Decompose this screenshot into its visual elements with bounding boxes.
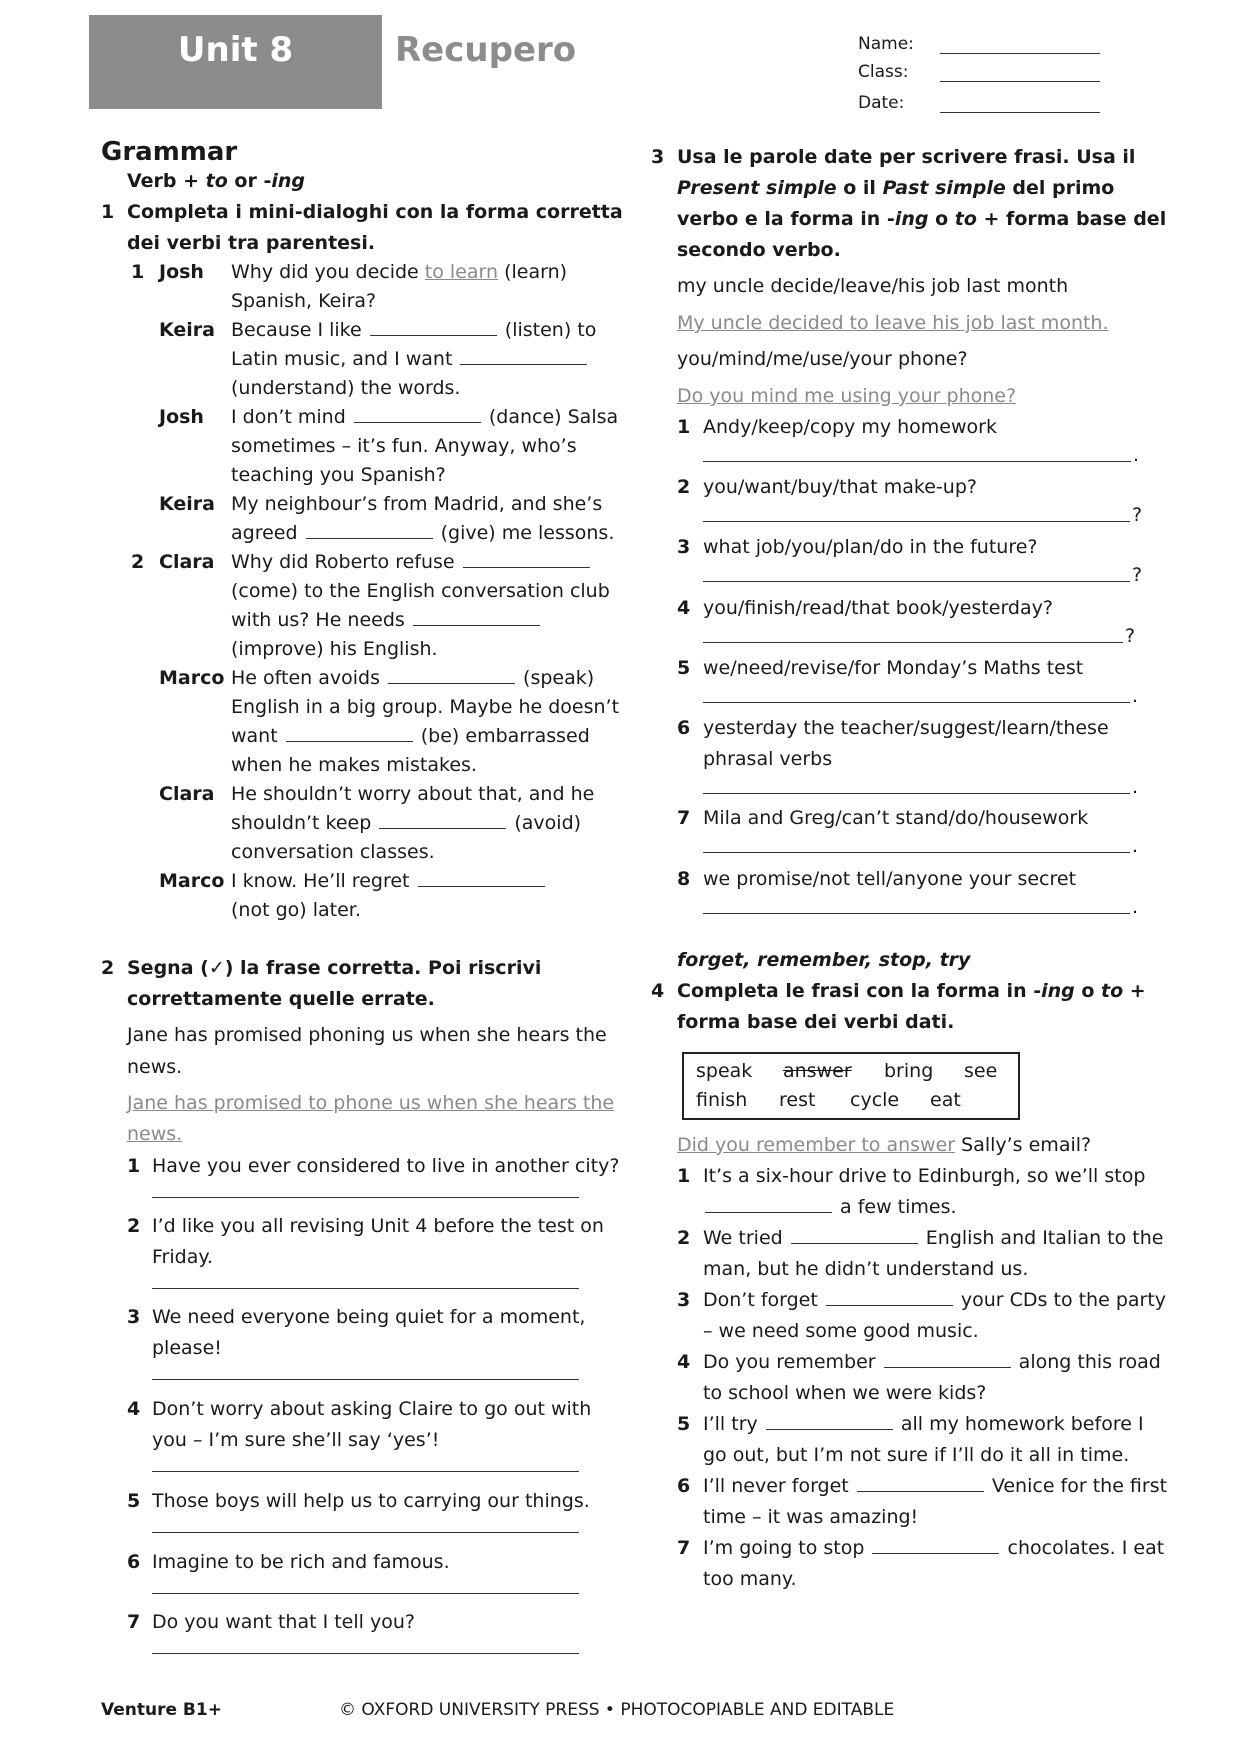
sentence-end: ? bbox=[1125, 625, 1136, 647]
speaker-keira: Keira bbox=[159, 493, 215, 515]
item-text: It’s a six-hour drive to Edinburgh, so we’ll stop bbox=[703, 1165, 1146, 1187]
answer-line[interactable] bbox=[152, 1653, 579, 1654]
answer-line[interactable] bbox=[152, 1288, 579, 1289]
item-number: 6 bbox=[677, 717, 691, 739]
item-text: go out, but I’m not sure if I’ll do it all in time. bbox=[703, 1444, 1130, 1466]
item-sentence: Don’t worry about asking Claire to go out with bbox=[152, 1398, 592, 1420]
answer-blank[interactable] bbox=[354, 406, 481, 423]
answer-line[interactable] bbox=[152, 1197, 579, 1198]
name-label: Name: bbox=[858, 34, 914, 54]
example-sentence: Did you remember to answer Sally’s email? bbox=[677, 1134, 1092, 1156]
item-number: 7 bbox=[127, 1611, 141, 1633]
speaker-marco: Marco bbox=[159, 667, 225, 689]
dialogue-line: shouldn’t keep (avoid) bbox=[231, 812, 582, 834]
item-prompt: yesterday the teacher/suggest/learn/these bbox=[703, 717, 1109, 739]
item-number: 2 bbox=[677, 476, 691, 498]
dialogue-line: I don’t mind (dance) Salsa bbox=[231, 406, 619, 428]
ex4-subheading: forget, remember, stop, try bbox=[677, 949, 971, 971]
speaker-keira: Keira bbox=[159, 319, 215, 341]
item-number: 7 bbox=[677, 1537, 691, 1559]
sentence-end: . bbox=[1132, 896, 1139, 918]
unit-title: Unit 8 bbox=[177, 30, 294, 70]
ex2-instruction: Segna (✓) la frase corretta. Poi riscrivi bbox=[127, 957, 542, 979]
item-text: We tried English and Italian to the bbox=[703, 1227, 1164, 1249]
answer-line[interactable] bbox=[152, 1532, 579, 1533]
sentence-end: ? bbox=[1132, 504, 1143, 526]
word: speak bbox=[696, 1060, 753, 1082]
ex3-instruction: Usa le parole date per scrivere frasi. Usa il bbox=[677, 146, 1136, 168]
item-sentence: Have you ever considered to live in another city? bbox=[152, 1155, 620, 1177]
item-text: a few times. bbox=[703, 1193, 957, 1222]
item-sentence: Those boys will help us to carrying our things. bbox=[152, 1490, 590, 1512]
answer-blank[interactable] bbox=[413, 609, 540, 626]
item-prompt: Andy/keep/copy my homework bbox=[703, 416, 997, 438]
answer-line[interactable] bbox=[703, 581, 1130, 582]
item-text: I’ll try all my homework before I bbox=[703, 1413, 1144, 1435]
example-answer: Do you mind me using your phone? bbox=[677, 385, 1017, 407]
item-text: I’m going to stop chocolates. I eat bbox=[703, 1537, 1165, 1559]
item-text: to school when we were kids? bbox=[703, 1382, 987, 1404]
answer-blank[interactable] bbox=[884, 1351, 1011, 1368]
item-sentence: Do you want that I tell you? bbox=[152, 1611, 415, 1633]
item-number: 3 bbox=[127, 1306, 141, 1328]
item-number: 8 bbox=[677, 868, 691, 890]
ex2-instruction-2: correttamente quelle errate. bbox=[127, 988, 435, 1010]
answer-blank[interactable] bbox=[460, 348, 587, 365]
dialogue-line: agreed (give) me lessons. bbox=[231, 522, 615, 544]
item-sentence: Friday. bbox=[152, 1246, 213, 1268]
item-prompt: we promise/not tell/anyone your secret bbox=[703, 868, 1077, 890]
ex4-instruction-2: forma base dei verbi dati. bbox=[677, 1011, 955, 1033]
speaker-josh: Josh bbox=[159, 261, 204, 283]
item-text: too many. bbox=[703, 1568, 797, 1590]
word: cycle bbox=[850, 1089, 900, 1111]
answer-blank[interactable] bbox=[463, 551, 590, 568]
ex3-instruction-2: Present simple o il Past simple del primo bbox=[677, 177, 1115, 199]
answer-blank[interactable] bbox=[857, 1475, 984, 1492]
example-sentence: Jane has promised phoning us when she hears the bbox=[127, 1024, 607, 1046]
item-prompt: phrasal verbs bbox=[703, 748, 833, 770]
class-field[interactable] bbox=[940, 81, 1100, 82]
item-number: 3 bbox=[677, 536, 691, 558]
answer-line[interactable] bbox=[703, 793, 1130, 794]
item-sentence: We need everyone being quiet for a moment, bbox=[152, 1306, 586, 1328]
ex3-instruction-3: verbo e la forma in -ing o to + forma base del bbox=[677, 208, 1167, 230]
item-number: 5 bbox=[677, 1413, 691, 1435]
item-prompt: Mila and Greg/can’t stand/do/housework bbox=[703, 807, 1089, 829]
speaker-marco: Marco bbox=[159, 870, 225, 892]
item-text: time – it was amazing! bbox=[703, 1506, 919, 1528]
dialogue-line: Spanish, Keira? bbox=[231, 290, 377, 312]
answer-line[interactable] bbox=[152, 1471, 579, 1472]
dialogue-line: (understand) the words. bbox=[231, 377, 461, 399]
answer-blank[interactable] bbox=[791, 1227, 918, 1244]
dialogue-line: when he makes mistakes. bbox=[231, 754, 477, 776]
example-answer: My uncle decided to leave his job last month. bbox=[677, 312, 1109, 334]
sentence-end: . bbox=[1132, 685, 1139, 707]
item-number: 1 bbox=[127, 1155, 141, 1177]
dialogue-line: Why did you decide to learn (learn) bbox=[231, 261, 568, 283]
answer-blank[interactable] bbox=[705, 1196, 832, 1213]
dialogue-number: 2 bbox=[131, 551, 145, 573]
dialogue-line: with us? He needs bbox=[231, 606, 542, 635]
section-title: Grammar bbox=[101, 137, 238, 167]
item-number: 5 bbox=[127, 1490, 141, 1512]
word-crossed: answer bbox=[783, 1060, 852, 1082]
item-number: 1 bbox=[677, 1165, 691, 1187]
worksheet-title: Recupero bbox=[395, 30, 577, 70]
answer-blank[interactable] bbox=[418, 870, 545, 887]
item-text: – we need some good music. bbox=[703, 1320, 979, 1342]
word: bring bbox=[884, 1060, 934, 1082]
dialogue-line: My neighbour’s from Madrid, and she’s bbox=[231, 493, 603, 515]
example-answer: news. bbox=[127, 1123, 183, 1145]
word: eat bbox=[930, 1089, 961, 1111]
name-field[interactable] bbox=[940, 53, 1100, 54]
item-sentence: Imagine to be rich and famous. bbox=[152, 1551, 450, 1573]
dialogue-line: (improve) his English. bbox=[231, 638, 438, 660]
item-text: Do you remember along this road bbox=[703, 1351, 1161, 1373]
answer-blank[interactable] bbox=[370, 319, 497, 336]
dialogue-line: conversation classes. bbox=[231, 841, 435, 863]
item-number: 2 bbox=[677, 1227, 691, 1249]
date-label: Date: bbox=[858, 93, 905, 113]
ex2-number: 2 bbox=[101, 957, 115, 979]
dialogue-line: I know. He’ll regret bbox=[231, 867, 547, 896]
sentence-end: . bbox=[1132, 835, 1139, 857]
speaker-clara: Clara bbox=[159, 783, 215, 805]
answer-line[interactable] bbox=[703, 642, 1123, 643]
item-number: 4 bbox=[127, 1398, 141, 1420]
answer-line[interactable] bbox=[152, 1593, 579, 1594]
subheading: Verb + to or -ing bbox=[127, 170, 305, 192]
item-prompt: what job/you/plan/do in the future? bbox=[703, 536, 1038, 558]
word: see bbox=[964, 1060, 998, 1082]
item-text: I’ll never forget Venice for the first bbox=[703, 1475, 1168, 1497]
ex1-instruction-2: dei verbi tra parentesi. bbox=[127, 232, 376, 254]
answer-line[interactable] bbox=[703, 521, 1130, 522]
example-prompt: my uncle decide/leave/his job last month bbox=[677, 275, 1069, 297]
answer-blank[interactable] bbox=[286, 725, 413, 742]
sentence-end: . bbox=[1132, 776, 1139, 798]
item-number: 7 bbox=[677, 807, 691, 829]
dialogue-line: Latin music, and I want bbox=[231, 345, 589, 374]
example-answer: Jane has promised to phone us when she hears the bbox=[127, 1092, 615, 1114]
dialogue-number: 1 bbox=[131, 261, 145, 283]
dialogue-line: He often avoids (speak) bbox=[231, 667, 595, 689]
copyright: © OXFORD UNIVERSITY PRESS • PHOTOCOPIABLE AND EDITABLE bbox=[339, 1700, 895, 1720]
answer-blank[interactable] bbox=[766, 1413, 893, 1430]
ex3-number: 3 bbox=[651, 146, 665, 168]
answer-line[interactable] bbox=[703, 461, 1131, 462]
date-field[interactable] bbox=[940, 112, 1100, 113]
answer-blank[interactable] bbox=[306, 522, 433, 539]
answer-blank[interactable] bbox=[379, 812, 506, 829]
item-number: 3 bbox=[677, 1289, 691, 1311]
item-text: man, but he didn’t understand us. bbox=[703, 1258, 1029, 1280]
answer-line[interactable] bbox=[703, 702, 1130, 703]
sentence-end: ? bbox=[1132, 564, 1143, 586]
ex4-number: 4 bbox=[651, 980, 665, 1002]
dialogue-line: teaching you Spanish? bbox=[231, 464, 446, 486]
dialogue-line: sometimes – it’s fun. Anyway, who’s bbox=[231, 435, 577, 457]
ex4-instruction: Completa le frasi con la forma in -ing o to + bbox=[677, 980, 1146, 1002]
answer-blank[interactable] bbox=[872, 1537, 999, 1554]
item-number: 5 bbox=[677, 657, 691, 679]
item-text: Don’t forget your CDs to the party bbox=[703, 1289, 1167, 1311]
word: rest bbox=[779, 1089, 816, 1111]
dialogue-line: (come) to the English conversation club bbox=[231, 580, 610, 602]
book-title: Venture B1+ bbox=[101, 1700, 222, 1720]
item-sentence: you – I’m sure she’ll say ‘yes’! bbox=[152, 1429, 440, 1451]
speaker-josh: Josh bbox=[159, 406, 204, 428]
example-prompt: you/mind/me/use/your phone? bbox=[677, 348, 968, 370]
ex1-instruction: Completa i mini-dialoghi con la forma corretta bbox=[127, 201, 623, 223]
answer-blank[interactable] bbox=[388, 667, 515, 684]
answer-line[interactable] bbox=[152, 1379, 579, 1380]
item-sentence: please! bbox=[152, 1337, 222, 1359]
dialogue-line: He shouldn’t worry about that, and he bbox=[231, 783, 595, 805]
ex3-instruction-4: secondo verbo. bbox=[677, 239, 841, 261]
item-prompt: we/need/revise/for Monday’s Maths test bbox=[703, 657, 1084, 679]
item-number: 4 bbox=[677, 1351, 691, 1373]
item-prompt: you/want/buy/that make-up? bbox=[703, 476, 977, 498]
item-sentence: I’d like you all revising Unit 4 before the test on bbox=[152, 1215, 604, 1237]
dialogue-line: Because I like (listen) to bbox=[231, 319, 597, 341]
ex1-number: 1 bbox=[101, 201, 115, 223]
item-number: 6 bbox=[127, 1551, 141, 1573]
item-number: 1 bbox=[677, 416, 691, 438]
class-label: Class: bbox=[858, 62, 909, 82]
item-number: 4 bbox=[677, 597, 691, 619]
dialogue-line: want (be) embarrassed bbox=[231, 725, 590, 747]
answer-blank[interactable] bbox=[826, 1289, 953, 1306]
answer-line[interactable] bbox=[703, 913, 1130, 914]
sentence-end: . bbox=[1133, 444, 1140, 466]
example-sentence: news. bbox=[127, 1056, 183, 1078]
item-number: 2 bbox=[127, 1215, 141, 1237]
dialogue-line: English in a big group. Maybe he doesn’t bbox=[231, 696, 620, 718]
word: finish bbox=[696, 1089, 748, 1111]
speaker-clara: Clara bbox=[159, 551, 215, 573]
dialogue-line: (not go) later. bbox=[231, 899, 361, 921]
item-number: 6 bbox=[677, 1475, 691, 1497]
answer-line[interactable] bbox=[703, 852, 1130, 853]
dialogue-line: Why did Roberto refuse bbox=[231, 548, 592, 577]
item-prompt: you/finish/read/that book/yesterday? bbox=[703, 597, 1053, 619]
